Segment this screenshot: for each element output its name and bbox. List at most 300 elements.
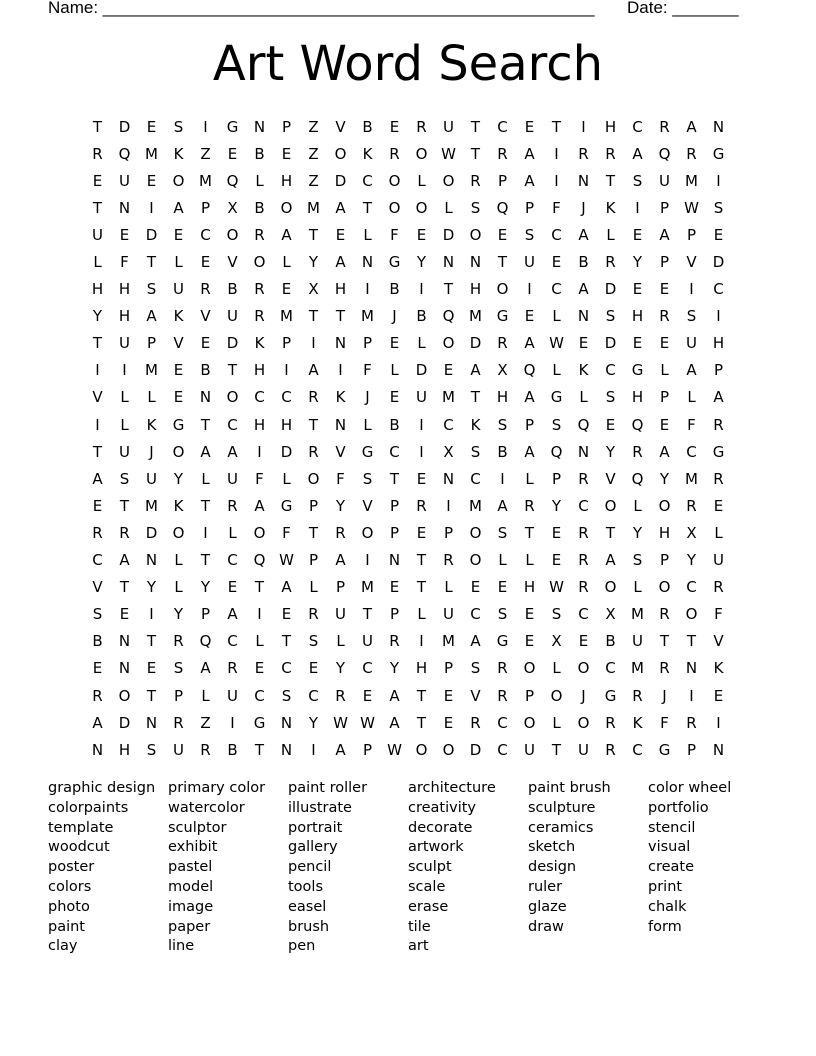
grid-letter: Q [631, 469, 644, 488]
grid-letter: Y [389, 659, 400, 678]
grid-letter: H [523, 578, 536, 597]
grid-letter: L [687, 388, 696, 407]
grid-letter: E [389, 117, 400, 136]
grid-letter: L [417, 171, 426, 190]
grid-letter: V [227, 253, 238, 272]
grid-letter: M [361, 307, 374, 326]
grid-letter: E [551, 253, 562, 272]
grid-letter: T [416, 578, 427, 597]
grid-letter: C [443, 415, 454, 434]
grid-letter: R [497, 659, 508, 678]
word-list [48, 778, 768, 956]
grid-letter: S [470, 442, 481, 461]
grid-letter: A [200, 442, 211, 461]
grid-letter: E [119, 605, 130, 624]
grid-letter: L [525, 469, 534, 488]
word-item: sculpt [408, 859, 452, 876]
grid-letter: G [361, 442, 374, 461]
word-item: draw [528, 918, 564, 935]
grid-letter: T [362, 605, 373, 624]
grid-letter: E [416, 469, 427, 488]
grid-letter: I [716, 171, 721, 190]
grid-letter: I [95, 415, 100, 434]
grid-letter: A [524, 388, 535, 407]
grid-letter: T [92, 334, 103, 353]
grid-letter: R [497, 686, 508, 705]
grid-letter: T [416, 686, 427, 705]
grid-letter: H [604, 117, 617, 136]
grid-letter: A [389, 713, 400, 732]
grid-letter: I [311, 334, 316, 353]
grid-letter: P [362, 740, 373, 759]
grid-letter: H [469, 280, 482, 299]
grid-letter: M [685, 171, 698, 190]
grid-letter: E [254, 659, 265, 678]
word-item: visual [648, 839, 691, 856]
grid-letter: S [92, 605, 103, 624]
grid-letter: K [173, 496, 184, 515]
grid-letter: A [335, 198, 346, 217]
grid-letter: F [282, 523, 291, 542]
grid-letter: F [552, 198, 561, 217]
grid-letter: W [333, 713, 348, 732]
grid-letter: E [524, 117, 535, 136]
grid-letter: B [497, 442, 508, 461]
grid-letter: C [281, 659, 292, 678]
grid-letter: U [119, 334, 130, 353]
grid-letter: P [389, 523, 400, 542]
grid-letter: G [388, 253, 401, 272]
grid-letter: T [308, 415, 319, 434]
grid-letter: O [685, 605, 698, 624]
word-item: model [168, 878, 214, 895]
grid-letter: C [227, 551, 238, 570]
grid-letter: C [389, 442, 400, 461]
grid-letter: C [254, 686, 265, 705]
grid-letter: O [361, 523, 374, 542]
grid-letter: T [146, 253, 157, 272]
grid-letter: R [686, 713, 697, 732]
grid-letter: D [226, 334, 239, 353]
grid-letter: H [415, 659, 428, 678]
grid-letter: P [524, 198, 535, 217]
grid-letter: Y [173, 469, 184, 488]
grid-letter: L [579, 388, 588, 407]
grid-letter: V [92, 388, 103, 407]
grid-letter: V [200, 307, 211, 326]
grid-letter: Q [550, 442, 563, 461]
grid-letter: U [443, 605, 454, 624]
grid-letter: A [92, 713, 103, 732]
grid-letter: A [632, 144, 643, 163]
word-column [648, 778, 768, 956]
word-item: exhibit [168, 839, 218, 856]
grid-letter: L [309, 578, 318, 597]
grid-letter: L [282, 469, 291, 488]
grid-letter: E [173, 361, 184, 380]
grid-letter: T [551, 740, 562, 759]
grid-letter: I [716, 713, 721, 732]
grid-letter: E [497, 225, 508, 244]
grid-letter: O [523, 659, 536, 678]
grid-letter: L [174, 253, 183, 272]
grid-letter: R [686, 496, 697, 515]
grid-letter: N [577, 442, 590, 461]
grid-letter: G [253, 713, 266, 732]
grid-letter: P [686, 225, 697, 244]
grid-letter: P [713, 361, 724, 380]
grid-letter: S [686, 307, 697, 326]
word-item: woodcut [48, 839, 110, 856]
grid-letter: O [469, 523, 482, 542]
grid-letter: C [470, 605, 481, 624]
grid-letter: T [416, 713, 427, 732]
grid-letter: I [446, 496, 451, 515]
grid-letter: K [470, 415, 481, 434]
grid-letter: T [200, 415, 211, 434]
grid-letter: P [524, 415, 535, 434]
grid-letter: O [469, 225, 482, 244]
grid-letter: L [147, 388, 156, 407]
grid-letter: B [389, 280, 400, 299]
grid-letter: F [255, 469, 264, 488]
grid-letter: Q [496, 198, 509, 217]
grid-letter: F [390, 225, 399, 244]
grid-letter: O [604, 578, 617, 597]
grid-letter: C [578, 496, 589, 515]
grid-letter: C [362, 659, 373, 678]
date-field-label: Date: _______ [627, 0, 739, 17]
grid-letter: N [442, 253, 455, 272]
grid-letter: P [281, 117, 292, 136]
grid-letter: W [360, 713, 375, 732]
grid-letter: L [93, 253, 102, 272]
grid-letter: O [577, 713, 590, 732]
grid-letter: D [118, 713, 131, 732]
grid-letter: S [362, 469, 373, 488]
grid-letter: E [92, 496, 103, 515]
grid-letter: T [254, 578, 265, 597]
grid-letter: T [92, 198, 103, 217]
grid-letter: V [686, 253, 697, 272]
grid-letter: T [146, 632, 157, 651]
grid-letter: O [172, 171, 185, 190]
header [0, 0, 816, 24]
grid-letter: M [685, 469, 698, 488]
grid-letter: I [365, 280, 370, 299]
grid-letter: E [281, 280, 292, 299]
grid-letter: Y [335, 496, 346, 515]
grid-letter: S [713, 198, 724, 217]
grid-letter: E [443, 361, 454, 380]
grid-letter: G [172, 415, 185, 434]
grid-letter: A [497, 496, 508, 515]
grid-letter: W [441, 144, 456, 163]
grid-letter: N [280, 740, 293, 759]
grid-letter: I [284, 361, 289, 380]
grid-letter: T [605, 171, 616, 190]
grid-letter: G [712, 144, 725, 163]
grid-letter: U [416, 388, 427, 407]
grid-letter: I [689, 686, 694, 705]
grid-letter: G [712, 442, 725, 461]
word-item: paint roller [288, 780, 368, 796]
grid-letter: H [118, 280, 131, 299]
grid-letter: O [172, 523, 185, 542]
grid-letter: S [173, 659, 184, 678]
grid-letter: C [497, 117, 508, 136]
grid-letter: U [119, 171, 130, 190]
grid-letter: M [442, 632, 455, 651]
grid-letter: R [578, 523, 589, 542]
grid-letter: H [91, 280, 104, 299]
grid-letter: T [362, 198, 373, 217]
grid-letter: P [200, 198, 211, 217]
grid-letter: L [606, 225, 615, 244]
grid-letter: K [578, 361, 589, 380]
grid-letter: E [578, 632, 589, 651]
grid-letter: N [577, 307, 590, 326]
grid-letter: C [227, 415, 238, 434]
word-item: ruler [528, 878, 563, 895]
grid-letter: G [496, 307, 509, 326]
grid-letter: O [253, 523, 266, 542]
grid-letter: O [415, 740, 428, 759]
grid-letter: H [712, 334, 725, 353]
grid-letter: R [713, 578, 724, 597]
grid-letter: B [254, 144, 265, 163]
grid-letter: C [362, 171, 373, 190]
grid-letter: P [200, 605, 211, 624]
word-item: photo [48, 898, 90, 915]
grid-letter: W [549, 334, 564, 353]
grid-letter: L [363, 415, 372, 434]
grid-letter: E [713, 686, 724, 705]
grid-letter: P [389, 605, 400, 624]
grid-letter: N [712, 740, 725, 759]
grid-letter: E [146, 659, 157, 678]
grid-letter: I [419, 280, 424, 299]
grid-letter: N [712, 117, 725, 136]
grid-letter: R [200, 740, 211, 759]
grid-letter: P [551, 469, 562, 488]
grid-letter: U [713, 551, 724, 570]
grid-letter: E [335, 225, 346, 244]
grid-letter: W [387, 740, 402, 759]
grid-letter: T [92, 117, 103, 136]
word-column [408, 778, 528, 956]
grid-letter: V [605, 469, 616, 488]
grid-letter: S [173, 117, 184, 136]
grid-letter: R [254, 225, 265, 244]
grid-letter: B [578, 253, 589, 272]
grid-letter: C [713, 280, 724, 299]
grid-letter: N [118, 659, 131, 678]
grid-letter: B [227, 280, 238, 299]
grid-letter: V [92, 578, 103, 597]
grid-letter: R [335, 686, 346, 705]
grid-letter: X [551, 632, 562, 651]
grid-letter: A [659, 442, 670, 461]
word-item: colorpaints [48, 799, 129, 816]
grid-letter: O [469, 551, 482, 570]
grid-letter: E [362, 686, 373, 705]
grid-letter: A [713, 388, 724, 407]
grid-letter: A [227, 442, 238, 461]
grid-letter: N [334, 334, 347, 353]
grid-letter: Y [308, 713, 319, 732]
grid-letter: C [281, 388, 292, 407]
grid-letter: P [659, 388, 670, 407]
grid-letter: P [497, 171, 508, 190]
grid-letter: A [524, 144, 535, 163]
grid-letter: I [419, 442, 424, 461]
grid-letter: L [444, 198, 453, 217]
grid-letter: I [365, 551, 370, 570]
grid-letter: E [659, 415, 670, 434]
grid-letter: E [146, 171, 157, 190]
grid-letter: E [416, 225, 427, 244]
grid-letter: N [199, 388, 212, 407]
word-item: paint [48, 918, 85, 935]
grid-letter: T [200, 496, 211, 515]
grid-letter: B [389, 415, 400, 434]
grid-letter: U [227, 686, 238, 705]
grid-letter: E [200, 334, 211, 353]
grid-letter: M [145, 496, 158, 515]
grid-letter: U [173, 740, 184, 759]
grid-letter: T [605, 523, 616, 542]
grid-letter: U [578, 740, 589, 759]
word-item: sketch [528, 839, 576, 856]
grid-letter: L [633, 496, 642, 515]
grid-letter: J [581, 198, 586, 217]
grid-letter: I [149, 605, 154, 624]
grid-letter: A [335, 740, 346, 759]
grid-letter: A [227, 605, 238, 624]
grid-letter: C [227, 632, 238, 651]
grid-letter: R [578, 469, 589, 488]
grid-letter: N [118, 198, 131, 217]
grid-letter: E [443, 713, 454, 732]
grid-letter: X [497, 361, 508, 380]
word-item: tile [408, 918, 431, 935]
grid-letter: A [686, 117, 697, 136]
grid-letter: I [149, 198, 154, 217]
grid-letter: A [524, 334, 535, 353]
grid-letter: E [605, 415, 616, 434]
grid-letter: K [146, 415, 157, 434]
grid-letter: U [659, 171, 670, 190]
grid-letter: O [496, 280, 509, 299]
grid-letter: I [257, 605, 262, 624]
grid-letter: Q [442, 307, 455, 326]
word-item: easel [288, 898, 327, 915]
grid-letter: K [632, 713, 643, 732]
grid-letter: L [552, 659, 561, 678]
grid-letter: S [497, 605, 508, 624]
grid-letter: R [335, 523, 346, 542]
grid-letter: R [659, 605, 670, 624]
grid-letter: E [389, 578, 400, 597]
grid-letter: Y [146, 578, 157, 597]
grid-letter: U [173, 280, 184, 299]
grid-letter: O [658, 496, 671, 515]
grid-letter: V [335, 117, 346, 136]
grid-letter: M [469, 496, 482, 515]
grid-letter: T [281, 632, 292, 651]
grid-letter: Y [686, 551, 697, 570]
grid-letter: F [714, 605, 723, 624]
grid-letter: T [119, 578, 130, 597]
grid-letter: L [660, 361, 669, 380]
grid-letter: G [658, 740, 671, 759]
grid-letter: D [334, 171, 347, 190]
grid-letter: E [551, 523, 562, 542]
grid-letter: O [523, 713, 536, 732]
grid-letter: L [174, 578, 183, 597]
grid-letter: O [442, 171, 455, 190]
grid-letter: I [500, 469, 505, 488]
word-item: clay [48, 938, 78, 955]
grid-letter: T [92, 442, 103, 461]
grid-letter: P [362, 334, 373, 353]
grid-letter: R [605, 144, 616, 163]
grid-letter: S [497, 523, 508, 542]
grid-letter: H [253, 361, 266, 380]
grid-letter: E [632, 334, 643, 353]
grid-letter: D [145, 225, 158, 244]
grid-letter: S [119, 469, 130, 488]
grid-letter: O [118, 686, 131, 705]
grid-letter: L [255, 632, 264, 651]
grid-letter: I [716, 307, 721, 326]
grid-letter: N [118, 632, 131, 651]
grid-letter: E [281, 605, 292, 624]
grid-letter: E [92, 659, 103, 678]
grid-letter: F [363, 361, 372, 380]
grid-letter: R [713, 415, 724, 434]
grid-letter: L [363, 225, 372, 244]
grid-letter: M [280, 307, 293, 326]
word-item: brush [288, 918, 330, 935]
grid-letter: M [631, 605, 644, 624]
grid-letter: S [524, 225, 535, 244]
grid-letter: S [605, 388, 616, 407]
word-item: architecture [408, 780, 496, 796]
word-item: ceramics [528, 819, 594, 836]
word-column [288, 778, 408, 956]
grid-letter: Q [226, 171, 239, 190]
grid-letter: O [226, 225, 239, 244]
word-item: sculpture [528, 799, 596, 816]
grid-letter: G [631, 361, 644, 380]
grid-letter: B [92, 632, 103, 651]
grid-letter: B [200, 361, 211, 380]
grid-letter: E [659, 280, 670, 299]
grid-letter: P [659, 253, 670, 272]
grid-letter: L [552, 361, 561, 380]
grid-letter: E [443, 686, 454, 705]
grid-letter: B [362, 117, 373, 136]
grid-letter: G [496, 632, 509, 651]
grid-letter: D [118, 117, 131, 136]
word-item: image [168, 898, 214, 915]
grid-letter: V [713, 632, 724, 651]
grid-letter: I [203, 523, 208, 542]
grid-letter: S [605, 307, 616, 326]
grid-letter: T [470, 144, 481, 163]
